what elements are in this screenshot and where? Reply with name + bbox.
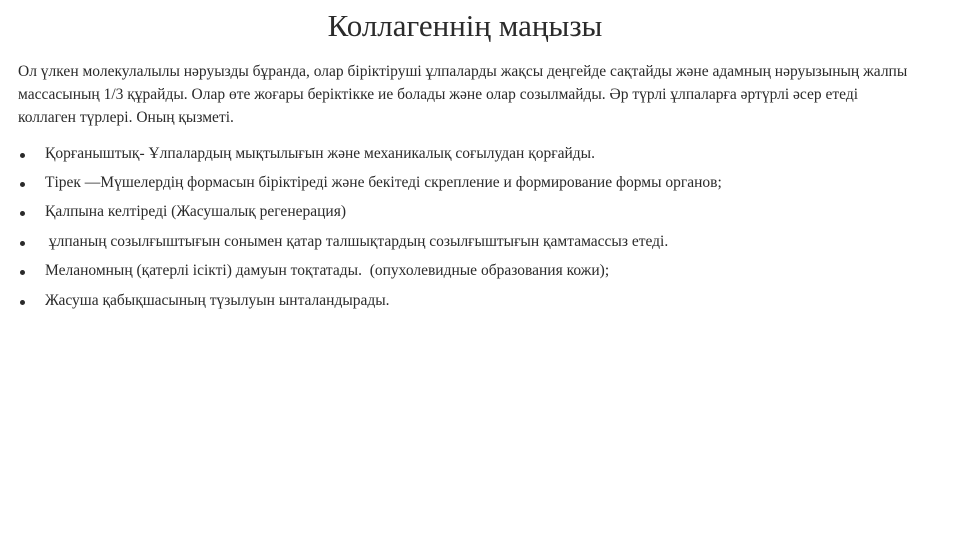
slide-title: Коллагеннің маңызы — [327, 8, 603, 43]
list-item — [18, 168, 928, 197]
bullet-dot-icon — [20, 182, 25, 187]
bullet-dot-icon — [20, 211, 25, 216]
list-item — [18, 198, 928, 227]
list-item — [18, 139, 928, 168]
bullet-dot-icon — [20, 300, 25, 305]
list-item-text: Меланомның (қатерлі ісікті) дамуын тоқтатады. (опухолевидные образования кожи); — [45, 262, 610, 280]
list-item — [18, 286, 928, 315]
list-item — [18, 227, 928, 256]
bullet-dot-icon — [20, 241, 25, 246]
intro-paragraph: Ол үлкен молекулалылы нәруызды бұранда, олар біріктіруші ұлпаларды жақсы деңгейде сақтайды және адамның нәруызының жалпы массасының 1/3 құрайды. Олар өте жоғары беріктікке ие болады және олар созылмайды. Әр түрлі ұлпаларға әртүрлі әсер етеді коллаген түрлері. Оның қызметі. — [18, 63, 908, 126]
bullet-dot-icon — [20, 153, 25, 158]
list-item-text: Қалпына келтіреді (Жасушалық регенерация) — [45, 203, 347, 221]
list-item-text: Қорғаныштық- Ұлпалардың мықтылығын және механикалық соғылудан қорғайды. — [45, 144, 595, 162]
list-item-text: Тірек —Мүшелердің формасын біріктіреді және бекітеді скрепление и формирование формы органов; — [45, 174, 722, 192]
list-item — [18, 257, 928, 286]
bullet-dot-icon — [20, 270, 25, 275]
list-item-text: Жасуша қабықшасының түзылуын ынталандырады. — [45, 291, 390, 309]
list-item-text: ұлпаның созылғыштығын сонымен қатар талшықтардың созылғыштығын қамтамассыз етеді. — [45, 232, 669, 250]
bullet-list — [18, 139, 928, 315]
